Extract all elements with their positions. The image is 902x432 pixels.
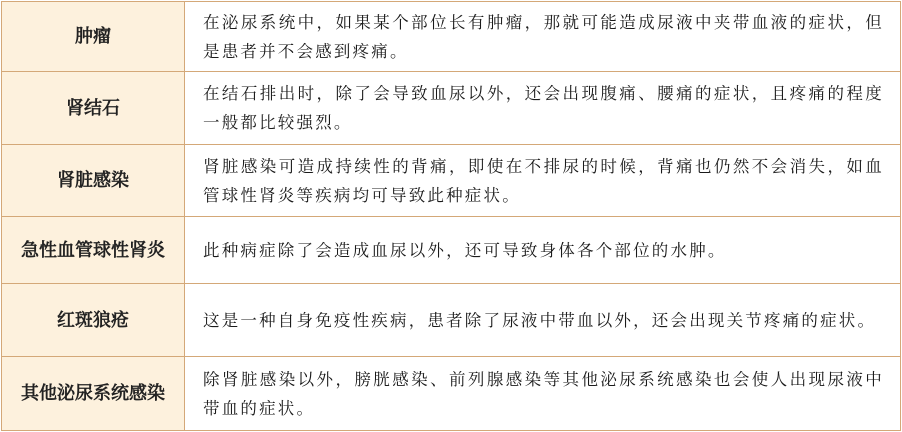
condition-name: 其他泌尿系统感染 (2, 357, 185, 431)
table-row (2, 145, 901, 217)
condition-name: 红斑狼疮 (2, 284, 185, 357)
table-row (2, 284, 901, 357)
condition-description: 在泌尿系统中，如果某个部位长有肿瘤，那就可能造成尿液中夹带血液的症状，但是患者并不会感到疼痛。 (185, 2, 901, 72)
condition-description: 这是一种自身免疫性疾病，患者除了尿液中带血以外，还会出现关节疼痛的症状。 (185, 284, 901, 357)
table-row (2, 72, 901, 145)
table-row (2, 217, 901, 284)
condition-name: 肿瘤 (2, 2, 185, 72)
symptom-table (1, 1, 901, 431)
symptom-table-container (1, 1, 901, 430)
condition-name: 急性血管球性肾炎 (2, 217, 185, 284)
condition-description: 肾脏感染可造成持续性的背痛，即使在不排尿的时候，背痛也仍然不会消失，如血管球性肾炎等疾病均可导致此种症状。 (185, 145, 901, 217)
condition-description: 除肾脏感染以外，膀胱感染、前列腺感染等其他泌尿系统感染也会使人出现尿液中带血的症状。 (185, 357, 901, 431)
condition-description: 在结石排出时，除了会导致血尿以外，还会出现腹痛、腰痛的症状，且疼痛的程度一般都比较强烈。 (185, 72, 901, 145)
table-row (2, 357, 901, 431)
table-row (2, 2, 901, 72)
condition-name: 肾结石 (2, 72, 185, 145)
condition-name: 肾脏感染 (2, 145, 185, 217)
condition-description: 此种病症除了会造成血尿以外，还可导致身体各个部位的水肿。 (185, 217, 901, 284)
